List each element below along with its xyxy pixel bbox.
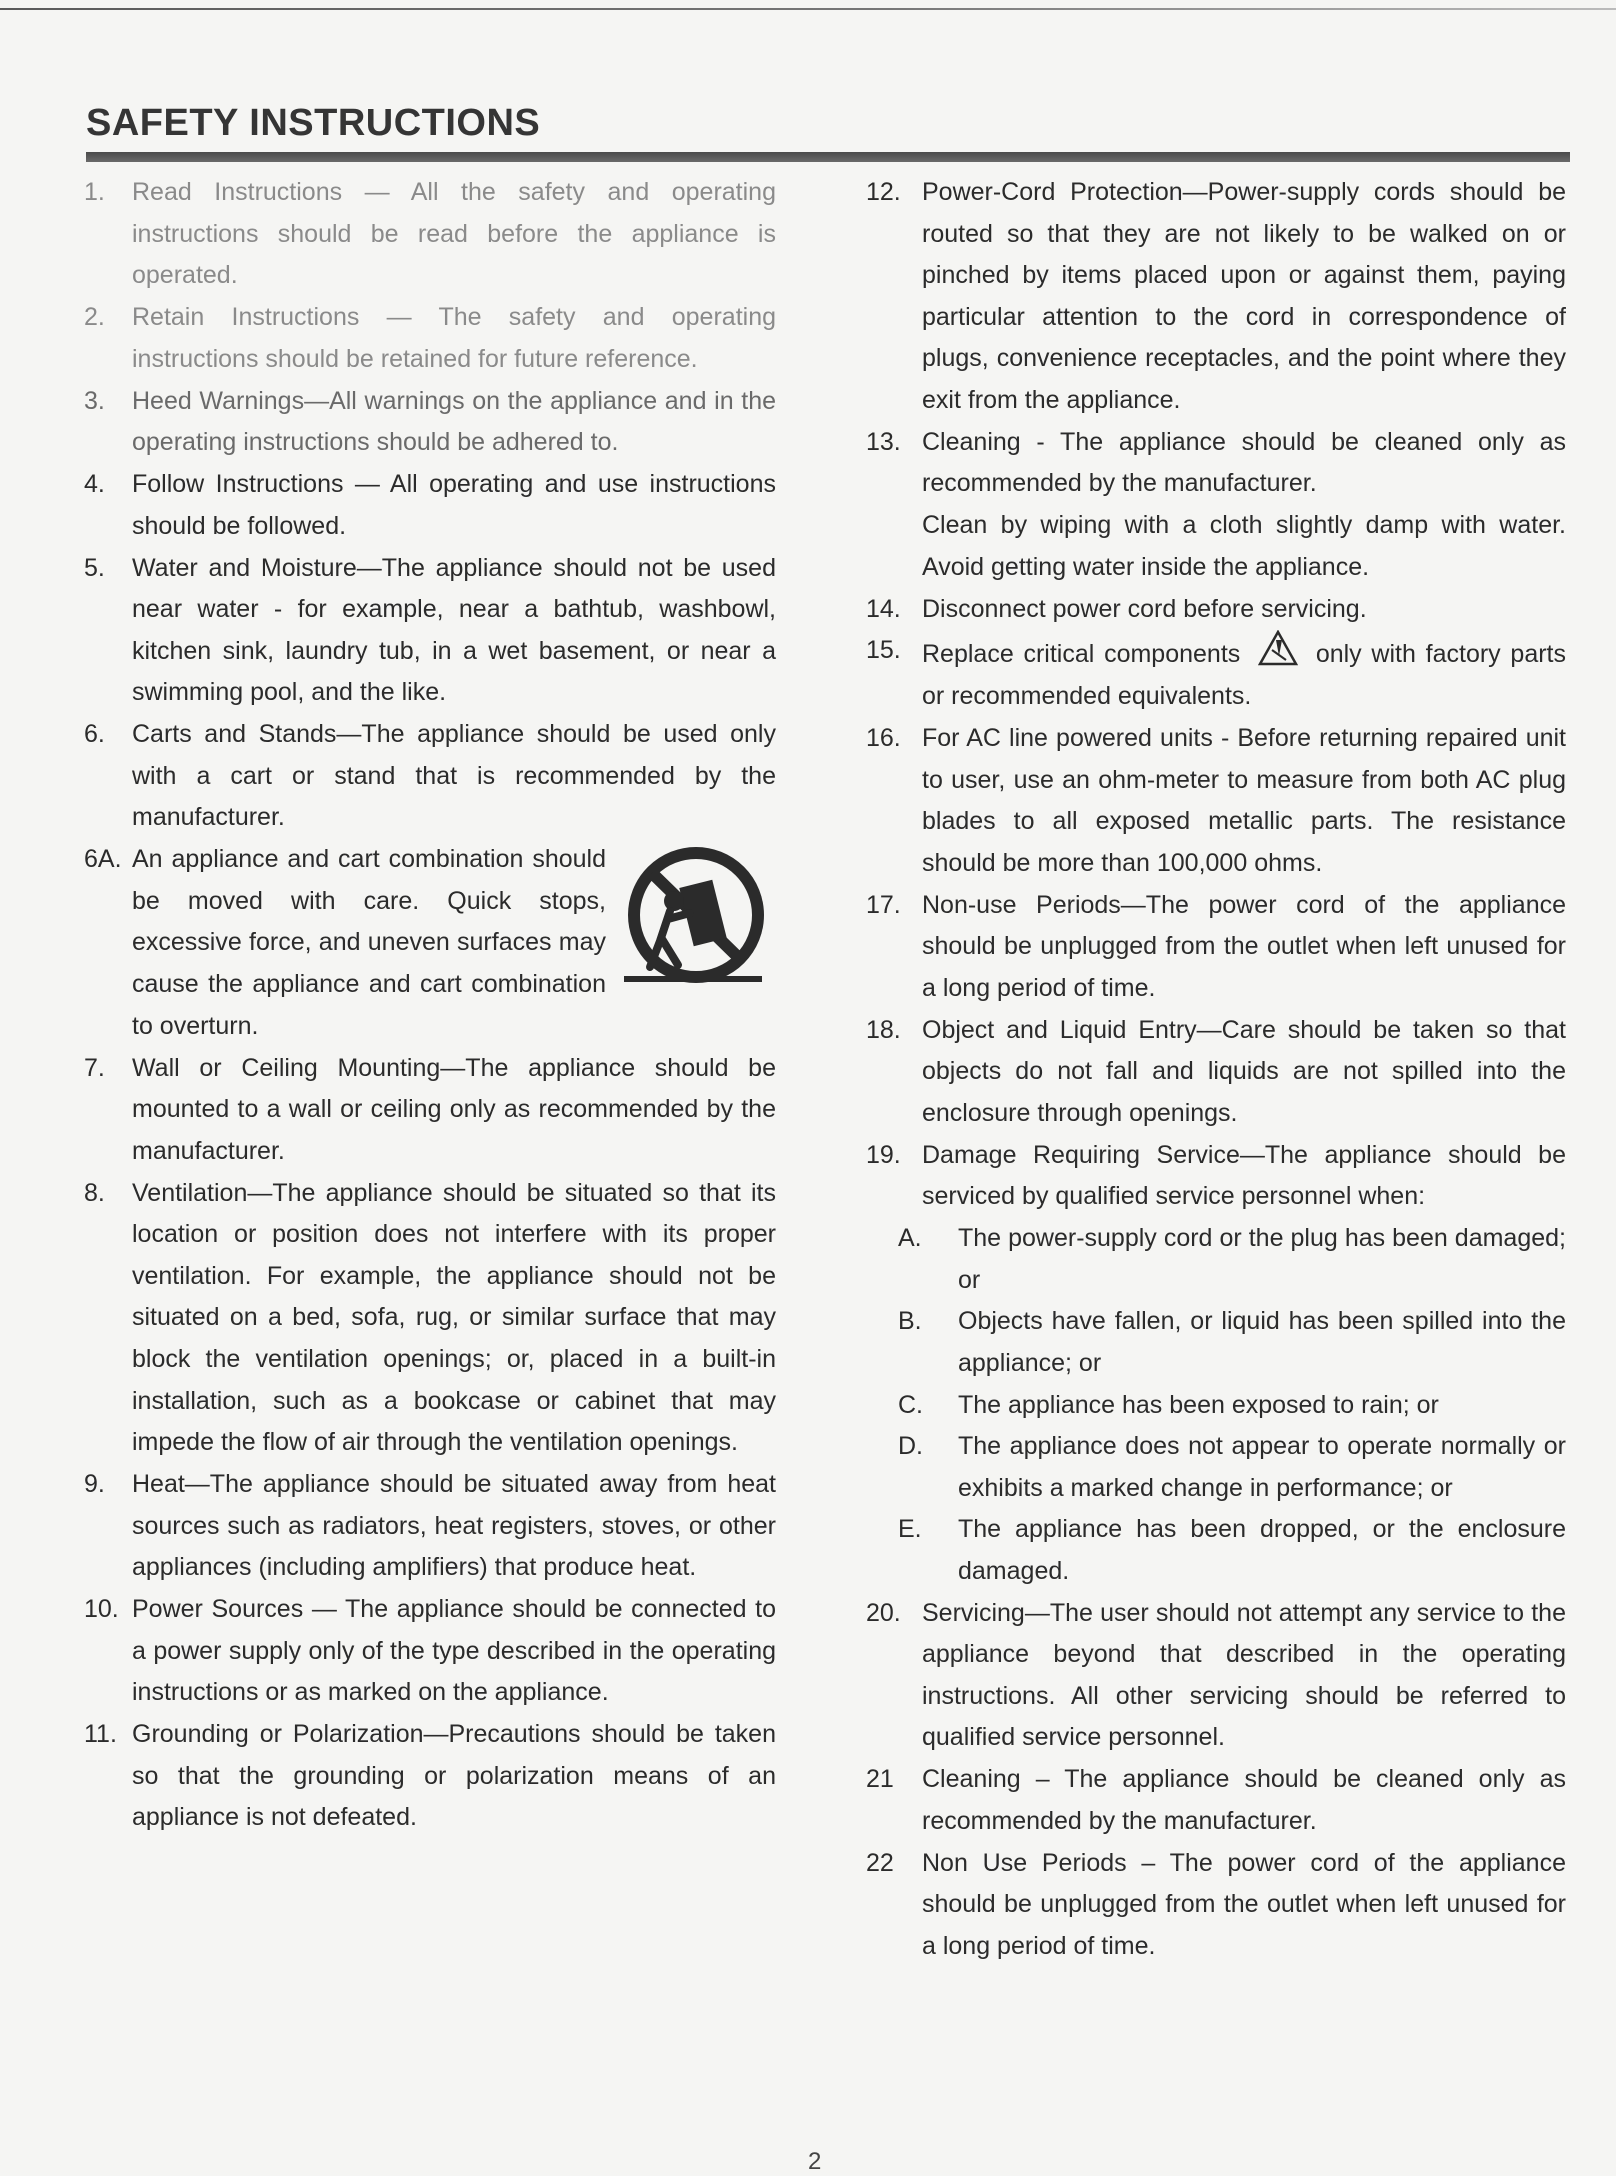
sub-item-letter: B.	[898, 1307, 922, 1336]
instruction-item-7	[84, 1048, 776, 1173]
instruction-item-16	[866, 718, 1566, 884]
sub-item-text: The appliance has been dropped, or the enclosure damaged.	[958, 1515, 1566, 1585]
instruction-item-18	[866, 1010, 1566, 1135]
instruction-item-3	[84, 381, 776, 464]
sub-item-letter: D.	[898, 1432, 923, 1461]
sub-item-d	[870, 1426, 1566, 1509]
instruction-item-4	[84, 464, 776, 547]
cart-tip-over-warning-icon	[612, 843, 772, 993]
instruction-item-2	[84, 297, 776, 380]
sub-item-letter: A.	[898, 1224, 922, 1253]
item-number: 9.	[84, 1470, 105, 1499]
item-text-continued: Clean by wiping with a cloth slightly damp with water. Avoid getting water inside the appliance.	[922, 511, 1566, 581]
instruction-item-17	[866, 885, 1566, 1010]
sub-item-b	[870, 1301, 1566, 1384]
instruction-item-19	[866, 1135, 1566, 1218]
item-number: 12.	[866, 178, 901, 206]
item-number: 5.	[84, 553, 105, 582]
item-number: 20.	[866, 1598, 901, 1627]
sub-item-letter: C.	[898, 1390, 923, 1419]
instruction-item-14	[866, 589, 1566, 631]
item-text: Heed Warnings—All warnings on the appliance and in the operating instructions should be adhered to.	[132, 386, 776, 457]
instruction-item-22	[866, 1843, 1566, 1968]
item-number: 13.	[866, 427, 901, 456]
caution-triangle-icon	[1258, 630, 1298, 666]
top-rule	[0, 8, 1616, 10]
item-number: 15.	[866, 636, 901, 665]
right-column	[866, 172, 1567, 1968]
item-number: 11.	[84, 1720, 117, 1749]
left-column	[84, 172, 776, 1839]
item-text: Water and Moisture—The appliance should not be used near water - for example, near a bathtub, washbowl, kitchen sink, laundry tub, in a wet basement, or near a swimming pool, and the like.	[132, 553, 776, 707]
item-text: Non Use Periods – The power cord of the appliance should be unplugged from the outlet when left unused for a long period of time.	[922, 1848, 1566, 1960]
instruction-item-5	[84, 548, 776, 714]
item-text: Disconnect power cord before servicing.	[922, 594, 1367, 623]
item-number: 1.	[84, 178, 105, 206]
sub-item-e	[870, 1509, 1566, 1592]
item-text: Carts and Stands—The appliance should be used only with a cart or stand that is recommended by the manufacturer.	[132, 720, 776, 832]
title-bar	[86, 152, 1570, 162]
item-number: 16.	[866, 723, 901, 752]
item-number: 21	[866, 1765, 894, 1794]
instruction-item-9	[84, 1464, 776, 1589]
item-number: 17.	[866, 890, 901, 919]
page-title: SAFETY INSTRUCTIONS	[86, 102, 541, 144]
item-text: An appliance and cart combination should be moved with care. Quick stops, excessive force, and uneven surfaces may cause the appliance and cart combination to overturn.	[132, 845, 606, 1040]
item-text: Follow Instructions — All operating and use instructions should be followed.	[132, 470, 776, 540]
item-text: Power-Cord Protection—Power-supply cords should be routed so that they are not likely to be walked on or pinched by items placed upon or against them, paying particular attention to the cord in correspondence of plugs, convenience receptacles, and the point where they exit from the appliance.	[922, 178, 1566, 414]
item-text: Heat—The appliance should be situated away from heat sources such as radiators, heat registers, stoves, or other appliances (including amplifiers) that produce heat.	[132, 1470, 776, 1582]
item-text: Read Instructions — All the safety and operating instructions should be read before the appliance is operated.	[132, 178, 776, 290]
item-number: 7.	[84, 1053, 105, 1082]
item-text: Servicing—The user should not attempt any service to the appliance beyond that described in the operating instructions. All other servicing should be referred to qualified service personnel.	[922, 1598, 1566, 1752]
instruction-item-6	[84, 714, 776, 839]
item-text: Grounding or Polarization—Precautions should be taken so that the grounding or polarization means of an appliance is not defeated.	[132, 1720, 776, 1832]
item-text: Damage Requiring Service—The appliance should be serviced by qualified service personnel when:	[922, 1140, 1566, 1211]
item-number: 19.	[866, 1140, 901, 1169]
instruction-item-20	[866, 1593, 1566, 1759]
item-text: Power Sources — The appliance should be connected to a power supply only of the type described in the operating instructions or as marked on the appliance.	[132, 1595, 776, 1707]
item-text: For AC line powered units - Before returning repaired unit to user, use an ohm-meter to measure from both AC plug blades to all exposed metallic parts. The resistance should be more than 100,000 ohms.	[922, 723, 1566, 877]
item-number: 18.	[866, 1015, 901, 1044]
item-number: 22	[866, 1848, 894, 1877]
item-text: Non-use Periods—The power cord of the appliance should be unplugged from the outlet when left unused for a long period of time.	[922, 890, 1566, 1002]
item-number: 4.	[84, 470, 105, 499]
instruction-item-15	[866, 630, 1567, 717]
item-text: Wall or Ceiling Mounting—The appliance should be mounted to a wall or ceiling only as recommended by the manufacturer.	[132, 1053, 776, 1165]
item-number: 6A.	[84, 845, 122, 874]
item-number: 2.	[84, 303, 105, 332]
item-number: 3.	[84, 386, 105, 415]
instruction-item-8	[84, 1173, 776, 1464]
sub-item-text: Objects have fallen, or liquid has been spilled into the appliance; or	[958, 1307, 1566, 1377]
sub-item-c	[870, 1385, 1566, 1427]
sub-item-text: The appliance has been exposed to rain; or	[958, 1390, 1439, 1419]
item-text: Cleaning - The appliance should be cleaned only as recommended by the manufacturer.	[922, 427, 1566, 498]
instruction-item-11	[84, 1714, 776, 1839]
instruction-item-12	[866, 172, 1566, 422]
instruction-item-13	[866, 422, 1566, 588]
item-text-after: only with factory parts or recommended equivalents.	[922, 640, 1567, 711]
item-text: Replace critical components	[922, 640, 1241, 669]
item-text: Object and Liquid Entry—Care should be taken so that objects do not fall and liquids are not spilled into the enclosure through openings.	[922, 1015, 1566, 1127]
instruction-item-1	[84, 172, 776, 297]
sub-item-a	[870, 1218, 1566, 1301]
item-text: Retain Instructions — The safety and operating instructions should be retained for future reference.	[132, 303, 776, 373]
instruction-item-6a	[84, 839, 776, 1047]
instruction-item-21	[866, 1759, 1566, 1842]
page-number: 2	[808, 2148, 822, 2175]
instruction-item-10	[84, 1589, 776, 1714]
item-text: Ventilation—The appliance should be situated so that its location or position does not interfere with its proper ventilation. For example, the appliance should not be situated on a bed, sofa, rug, or similar surface that may block the ventilation openings; or, placed in a built-in installation, such as a bookcase or cabinet that may impede the flow of air through the ventilation openings.	[132, 1178, 776, 1457]
item-number: 10.	[84, 1595, 119, 1624]
sub-item-letter: E.	[898, 1515, 922, 1544]
sub-item-text: The power-supply cord or the plug has been damaged; or	[958, 1224, 1566, 1294]
item-number: 6.	[84, 720, 105, 749]
sub-item-text: The appliance does not appear to operate normally or exhibits a marked change in performance; or	[958, 1432, 1566, 1502]
item-number: 14.	[866, 594, 901, 623]
item-text: Cleaning – The appliance should be cleaned only as recommended by the manufacturer.	[922, 1765, 1566, 1835]
item-number: 8.	[84, 1178, 105, 1207]
